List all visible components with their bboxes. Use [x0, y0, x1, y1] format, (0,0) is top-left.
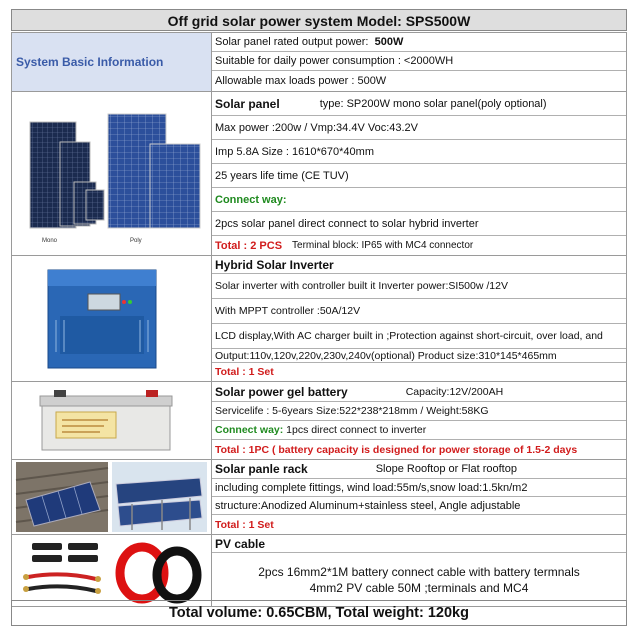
inverter-image [12, 260, 211, 377]
battery-connect-row [212, 421, 626, 440]
rack-total: Total : 1 Set [215, 518, 274, 531]
rack-image [12, 460, 211, 534]
battery-terminal-neg [54, 390, 66, 397]
mono-panel-tiny [86, 190, 104, 220]
solar-panel-section [12, 92, 627, 256]
battery-total: Total : 1PC ( battery capacity is designed for power storage of 1.5-2 days [215, 443, 578, 456]
cable-details [212, 553, 626, 606]
battery-connect-value: 1pcs direct connect to inverter [283, 424, 427, 436]
inverter-image-cell [12, 256, 212, 382]
rack-head-row [212, 460, 626, 479]
inverter-heading: Hybrid Solar Inverter [212, 256, 626, 274]
solar-panel-image-cell [12, 92, 212, 256]
basic-info-label: System Basic Information [16, 55, 164, 69]
basic-info-section [12, 33, 627, 92]
cable-image [12, 535, 211, 606]
inverter-spec-row: Solar inverter with controller built it Inverter power:SI500w /12V [212, 274, 626, 299]
inverter-output-row: Output:110v,120v,220v,230v,240v(optional) Product size:310*145*465mm [212, 349, 626, 363]
page-title: Off grid solar power system Model: SPS500W [11, 9, 627, 31]
inverter-lcd-row: LCD display,With AC charger built in ;Protection against short-circuit, over load, and [212, 324, 626, 349]
rated-power-row [212, 33, 626, 52]
poly-panel-small [150, 144, 200, 228]
battery-terminal-pos [146, 390, 158, 397]
spec-table [11, 32, 627, 607]
rack-image-cell [12, 460, 212, 535]
cable-pv-line: 4mm2 PV cable 50M ;terminals and MC4 [309, 580, 529, 595]
solar-panel-total: Total : 2 PCS [215, 239, 283, 252]
solar-panel-values [212, 92, 627, 256]
solar-panel-size-row: Imp 5.8A Size : 1610*670*40mm [212, 140, 626, 164]
battery-lid [40, 396, 172, 406]
inverter-values [212, 256, 627, 382]
battery-section [12, 382, 627, 460]
cable-image-cell [12, 535, 212, 607]
daily-consumption-row: Suitable for daily power consumption : <2000WH [212, 52, 626, 71]
inverter-vent-panel [60, 316, 144, 354]
battery-image [12, 382, 211, 459]
rack-type: Slope Rooftop or Flat rooftop [375, 463, 517, 475]
solar-panel-connect-row: 2pcs solar panel direct connect to solar hybrid inverter [212, 212, 626, 236]
solar-panel-head-row [212, 92, 626, 116]
solar-panel-power-row: Max power :200w / Vmp:34.4V Voc:43.2V [212, 116, 626, 140]
inverter-top [48, 270, 156, 286]
solar-panel-heading: Solar panel [215, 96, 280, 111]
cable-heading: PV cable [212, 535, 626, 553]
battery-image-cell [12, 382, 212, 460]
rack-heading: Solar panle rack [215, 462, 308, 476]
inverter-lcd [88, 294, 120, 310]
poly-caption: Poly [130, 238, 142, 244]
battery-head-row [212, 382, 626, 402]
solar-panel-life-row: 25 years life time (CE TUV) [212, 164, 626, 188]
rack-fittings-row: including complete fittings, wind load:55m/s,snow load:1.5kn/m2 [212, 479, 626, 497]
rated-power-value: 500W [374, 36, 404, 48]
basic-info-values [212, 33, 627, 92]
solar-panel-total-row [212, 236, 626, 255]
battery-life-row: Servicelife : 5-6years Size:522*238*218mm / Weight:58KG [212, 402, 626, 421]
solar-panel-terminal: Terminal block: IP65 with MC4 connector [292, 239, 474, 251]
rack-values [212, 460, 627, 535]
total-volume-weight: Total volume: 0.65CBM, Total weight: 120kg [11, 600, 627, 626]
rack-section [12, 460, 627, 535]
battery-capacity: Capacity:12V/200AH [405, 385, 504, 398]
battery-heading: Solar power gel battery [215, 384, 348, 399]
inverter-section [12, 256, 627, 382]
basic-info-label-cell [12, 33, 212, 92]
solar-panel-connect-label: Connect way: [212, 188, 626, 212]
pv-cable-coils [120, 547, 197, 599]
battery-label [56, 412, 116, 438]
mono-caption: Mono [42, 238, 58, 244]
battery-cables [23, 574, 101, 594]
rack-structure-row: structure:Anodized Aluminum+stainless steel, Angle adjustable [212, 497, 626, 515]
cable-battery-line: 2pcs 16mm2*1M battery connect cable with battery termnals [258, 564, 580, 579]
cable-section [12, 535, 627, 607]
cable-values [212, 535, 627, 607]
rated-power-label: Solar panel rated output power: [215, 36, 375, 48]
battery-values [212, 382, 627, 460]
solar-panel-image [12, 92, 211, 255]
solar-panel-type: type: SP200W mono solar panel(poly optional) [319, 97, 547, 110]
max-load-row: Allowable max loads power : 500W [215, 75, 387, 87]
mc4-connectors [32, 543, 98, 562]
inverter-mppt-row: With MPPT controller :50A/12V [212, 299, 626, 324]
inverter-total: Total : 1 Set [215, 366, 274, 378]
battery-connect-label: Connect way: [215, 424, 284, 436]
